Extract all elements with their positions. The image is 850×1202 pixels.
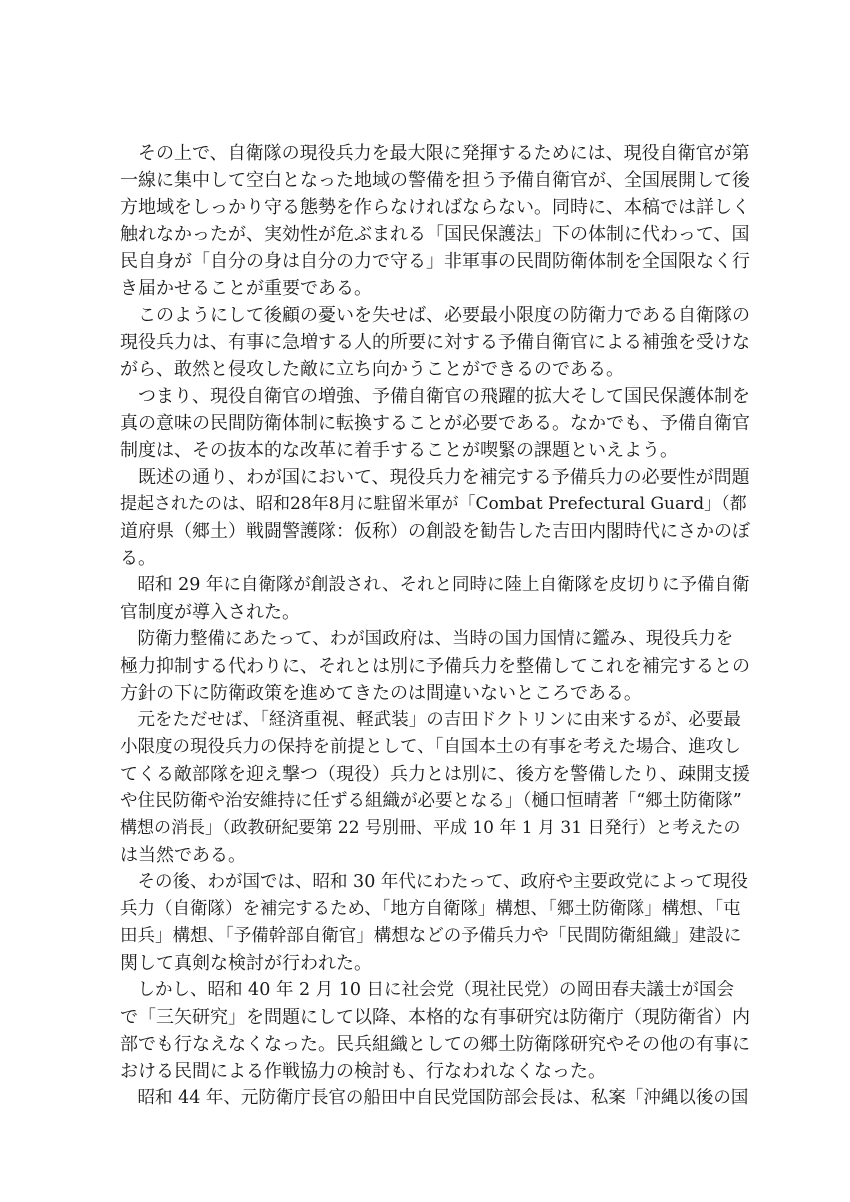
text-line: 元をただせば、「経済重視、軽武装」の吉田ドクトリンに由来するが、必要最	[120, 710, 741, 730]
text-line: 兵力（自衛隊）を補完するため、「地方自衛隊」構想、「郷土防衛隊」構想、「屯	[120, 899, 741, 919]
text-line: 昭和 44 年、元防衛庁長官の船田中自民党国防部会長は、私案「沖縄以後の国	[120, 1088, 749, 1108]
text-line: しかし、昭和 40 年 2 月 10 日に社会党（現社民党）の岡田春夫議士が国会	[120, 980, 735, 1000]
text-line: 方針の下に防衛政策を進めてきたのは間違いないところである。	[120, 683, 642, 704]
text-line: 制度は、その抜本的な改革に着手することが喫緊の課題といえよう。	[120, 440, 678, 461]
text-line: 方地域をしっかり守る態勢を作らなければならない。同時に、本稿では詳しく	[120, 197, 750, 218]
text-line: 極力抑制する代わりに、それとは別に予備兵力を整備してこれを補完するとの	[120, 656, 750, 677]
text-line: は当然である。	[120, 845, 246, 866]
text-line: 昭和 29 年に自衛隊が創設され、それと同時に陸上自衛隊を皮切りに予備自衛	[120, 575, 750, 595]
text-line: てくる敵部隊を迎え撃つ（現役）兵力とは別に、後方を警備したり、疎開支援	[120, 764, 750, 785]
text-line: る。	[120, 548, 156, 569]
text-line: おける民間による作戦協力の検討も、行なわれなくなった。	[120, 1061, 606, 1082]
text-line: がら、敢然と侵攻した敵に立ち向かうことができるのである。	[120, 359, 624, 380]
text-line: このようにして後顧の憂いを失せば、必要最小限度の防衛力である自衛隊の	[120, 305, 750, 326]
text-line: その後、わが国では、昭和 30 年代にわたって、政府や主要政党によって現役	[120, 872, 749, 892]
text-line: つまり、現役自衛官の増強、予備自衛官の飛躍的拡大そして国民保護体制を	[120, 386, 750, 407]
text-line: 防衛力整備にあたって、わが国政府は、当時の国力国情に鑑み、現役兵力を	[120, 629, 734, 649]
text-line: 民自身が「自分の身は自分の力で守る」非軍事の民間防衛体制を全国限なく行	[120, 251, 750, 272]
text-line: 田兵」構想、「予備幹部自衛官」構想などの予備兵力や「民間防衛組織」建設に	[120, 926, 742, 946]
text-line: 一線に集中して空白となった地域の警備を担う予備自衛官が、全国展開して後	[120, 170, 750, 191]
text-line: 小限度の現役兵力の保持を前提として、「自国本土の有事を考えた場合、進攻し	[120, 737, 741, 757]
text-line: 現役兵力は、有事に急増する人的所要に対する予備自衛官による補強を受けな	[120, 332, 750, 353]
text-line: その上で、自衛隊の現役兵力を最大限に発揮するためには、現役自衛官が第	[120, 143, 750, 164]
text-line: 触れなかったが、実効性が危ぶまれる「国民保護法」下の体制に代わって、国	[120, 224, 750, 245]
text-line: 部でも行なえなくなった。民兵組織としての郷土防衛隊研究やその他の有事に	[120, 1034, 750, 1055]
text-line: き届かせることが重要である。	[120, 278, 372, 299]
text-line: や住民防衛や治安維持に任ずる組織が必要となる」（樋口恒晴著「“郷土防衛隊”	[120, 791, 742, 811]
text-line: 構想の消長」（政教研紀要第 22 号別冊、平成 10 年 1 月 31 日発行）と考えたの	[120, 818, 741, 838]
text-line: 既述の通り、わが国において、現役兵力を補完する予備兵力の必要性が問題	[120, 467, 750, 488]
text-line: 真の意味の民間防衛体制に転換することが必要である。なかでも、予備自衛官	[120, 413, 750, 434]
text-line: 提起されたのは、昭和28年8月に駐留米軍が「Combat Prefectural Guard」（都	[120, 494, 747, 514]
body-text	[120, 140, 750, 1112]
text-line: 道府県（郷土）戦闘警護隊：仮称）の創設を勧告した吉田内閣時代にさかのぼ	[120, 521, 750, 542]
text-line: で「三矢研究」を問題にして以降、本格的な有事研究は防衛庁（現防衛省）内	[120, 1007, 750, 1028]
text-line: 官制度が導入された。	[120, 602, 300, 623]
text-line: 関して真剣な検討が行われた。	[120, 953, 372, 974]
